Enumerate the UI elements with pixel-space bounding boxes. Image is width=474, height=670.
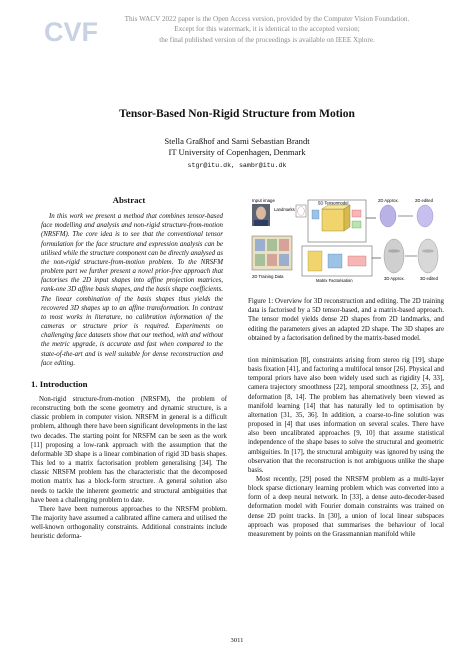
watermark-notice <box>96 14 438 45</box>
figure-1-caption: Figure 1: Overview for 3D reconstruction and editing. The 2D training data is factorised by a 5D tensor-based, and a matrix-based approach. The tensor model yields dense 2D shapes from 2D landmarks, and editing the parameters gives an adapted 2D shape. The 3D shapes are obtained by a factorisation defined by the matrix-based model. <box>248 298 444 342</box>
tensor-factor-1 <box>352 210 361 217</box>
label-landmarks: Landmarks <box>274 207 295 212</box>
svg-text:CVF: CVF <box>44 17 98 47</box>
matrix-c <box>348 256 366 266</box>
right-paragraph-1: tion minimisation [8], constraints arising from stereo rig [19], shape basis fixation [41], and factoring a multifocal tensor [26]. Physical and temporal priors have also been widely used such as rigidity [4, 33], camera trajectory smoothness [22], temporal smoothness [2, 35], and deformation [8, 14]. The problem has alternatively been viewed as manifold learning [14] that has naturally led to optimisation by alternation [31, 35, 36]. In addition, a coarse-to-fine solution was proposed in [4] that uses information on several scales. There have also been uncalibrated approaches [9, 10] that assume statistical independence of the shape bases to solve the structural and geometric ambiguities. In [17], the structural ambiguity was ignored by using the observation that the reconstruction is not ambiguous unlike the shape basis. <box>248 356 444 474</box>
face-3d-edited-eyes <box>422 249 434 252</box>
introduction-heading: 1. Introduction <box>31 378 88 389</box>
related-work-text <box>248 356 444 539</box>
matrix-b <box>328 254 342 268</box>
label-tensormodel: 5D Tensormodel <box>318 200 349 206</box>
tensor-factor-2 <box>352 221 361 228</box>
tensor-cube-side <box>344 205 350 231</box>
abstract-heading: Abstract <box>112 195 146 205</box>
author-emails: stgr@itu.dk, sambr@itu.dk <box>187 162 287 169</box>
watermark-line-3: the final published version of the proceedings is available on IEEE Xplore. <box>159 35 375 44</box>
matrix-a <box>308 251 322 271</box>
watermark-line-1: This WACV 2022 paper is the Open Access version, provided by the Computer Vision Foundation. <box>124 15 410 23</box>
left-column <box>31 196 227 541</box>
intro-paragraph-1: Non-rigid structure-from-motion (NRSFM), the problem of reconstructing both the scene geometry and dynamic structure, is a classic problem in computer vision. NRSFM in general is a difficult problem, although there have been significant developments in the last two decades. The starting point for NRSFM can be seen as the work [11] proposing a low-rank approach with the assumption that the deformable 3D shape is a linear combination of rigid 3D basis shapes. This led to a matrix factorisation problem generalising [34]. The classic NRSFM problem has the characteristic that the decomposed motion matrix has a block-form structure. A general solution also needs to tackle the inherent geometric and structural ambiguities that have been a challenging problem to date. <box>31 395 227 504</box>
label-input-image: Input image <box>252 198 275 203</box>
face-3d-approx <box>384 239 404 273</box>
face-3d-edited <box>418 239 438 273</box>
input-face <box>256 207 266 220</box>
label-2d-edited: 2D edited <box>415 198 433 203</box>
label-3d-edited: 3D edited <box>420 276 438 281</box>
figure-1-overview <box>248 196 444 290</box>
right-column <box>248 196 444 539</box>
training-cell-6 <box>279 254 289 266</box>
tensor-core <box>312 210 319 219</box>
face-2d-edited <box>417 205 433 227</box>
affiliation: IT University of Copenhagen, Denmark <box>168 147 306 157</box>
label-2d-training-data: 2D Training Data <box>252 274 284 279</box>
right-paragraph-2: Most recently, [29] posed the NRSFM problem as a multi-layer block sparse dictionary learning problem which was converted into a form of a deep neural network. In [33], a dense auto-decoder-based deformation model with Fourier domain constraints was trained on dense 2D point tracks. In [30], a union of local linear subspaces approach was proposed that summarises the behaviour of local measurement by points on the Grassmannian manifold while <box>248 475 444 538</box>
tensor-cube <box>322 209 344 231</box>
cvf-logo <box>42 14 104 48</box>
training-cell-3 <box>279 239 289 251</box>
training-cell-4 <box>255 254 265 266</box>
training-cell-1 <box>255 239 265 251</box>
training-cell-2 <box>267 239 277 251</box>
label-3d-approx: 3D Approx. <box>384 276 405 281</box>
training-cell-5 <box>267 254 277 266</box>
intro-paragraph-2: There have been numerous approaches to the NRSFM problem. The majority have assumed a calibrated affine camera and utilised the well-known orthogonality constraints. Additional constraints include heuristic deforma- <box>31 505 227 541</box>
paper-title: Tensor-Based Non-Rigid Structure from Motion <box>119 108 355 120</box>
face-3d-approx-eyes <box>388 249 400 252</box>
input-shirt <box>254 220 268 226</box>
author-block <box>0 136 474 158</box>
face-2d-approx <box>380 205 396 227</box>
abstract-body <box>31 212 227 368</box>
watermark-line-2: Except for this watermark, it is identical to the accepted version; <box>174 25 360 34</box>
label-matrix-factorisation: Matrix Factorisation <box>316 278 353 283</box>
abstract-text: In this work we present a method that combines tensor-based face modelling and analysis and non-rigid structure-from-motion (NRSFM). The core idea is to see that the conventional tensor formulation for the face structure and expression analysis can be utilised while the structure component can be directly analysed as the non-rigid structure-from-motion problem. To the NRSFM problem part we further present a novel prior-free approach that factorises the 2D input shapes into affine projection matrices, rank-one 3D affine basis shapes, and the basis shape coefficients. The linear combination of the basis shapes thus yields the recovered 3D shapes up to an affine transformation. In contrast to most works in literature, no calibration information of the cameras or structure prior is required. Experiments on challenging face datasets show that our method, with and without the metric upgrade, is accurate and fast when compared to the state-of-the-art and is well suitable for dense reconstruction and face editing. <box>41 213 223 367</box>
page-number: 3011 <box>230 637 244 644</box>
authors: Stella Graßhof and Sami Sebastian Brandt <box>164 136 310 146</box>
label-2d-approx: 2D Approx. <box>378 198 399 203</box>
